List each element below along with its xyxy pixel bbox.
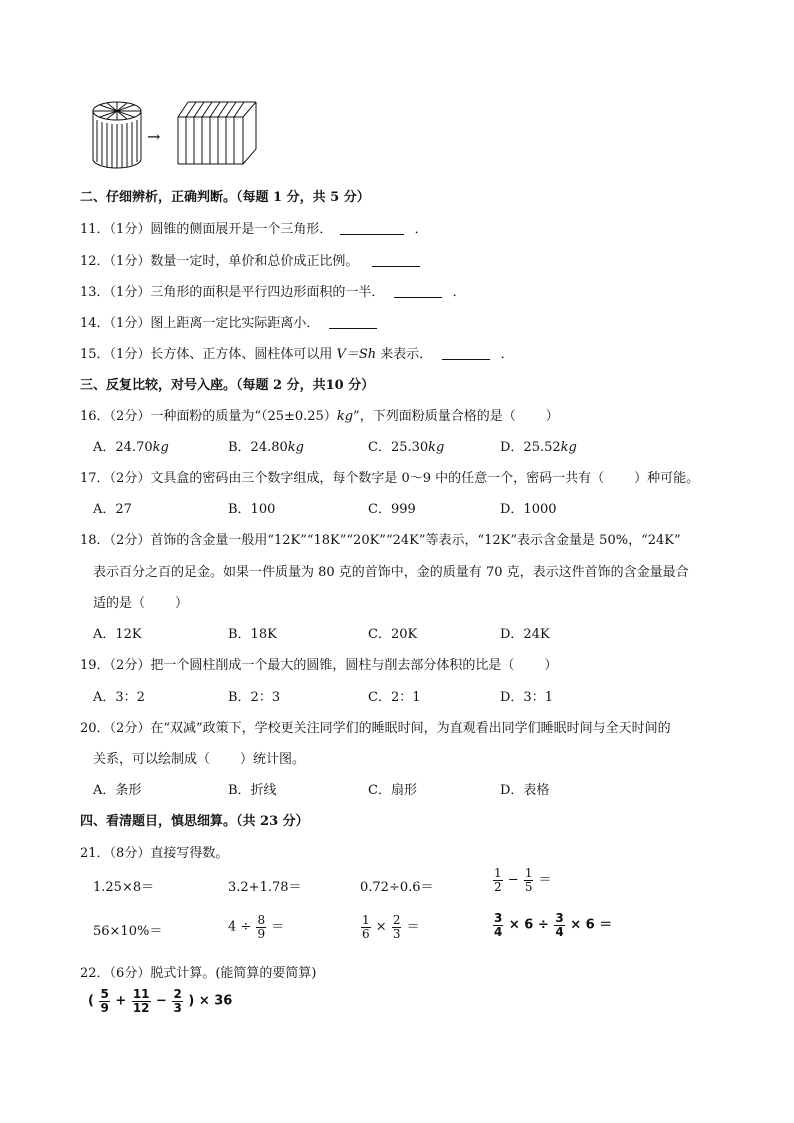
calc-3: 0.72÷0.6＝	[360, 880, 434, 895]
question-19-stem: 19．（2分）把一个圆柱削成一个最大的圆锥，圆柱与削去部分体积的比是（ ）	[80, 658, 558, 673]
question-22-stem: 22．（6分）脱式计算。(能简算的要简算)	[80, 966, 317, 981]
option-16-b[interactable]: B．24.80kg	[228, 440, 304, 455]
question-12: 12．（1分）数量一定时，单价和总价成正比例。	[80, 250, 420, 269]
option-19-c[interactable]: C．2：1	[368, 690, 421, 705]
question-11: 11．（1分）圆锥的侧面展开是一个三角形． ．	[80, 222, 428, 237]
option-16-a[interactable]: A．24.70kg	[93, 440, 169, 455]
calc-2: 3.2+1.78＝	[228, 880, 302, 895]
answer-blank-11[interactable]	[340, 222, 404, 235]
option-20-c[interactable]: C．扇形	[368, 783, 417, 798]
option-20-b[interactable]: B．折线	[228, 783, 277, 798]
option-20-a[interactable]: A．条形	[93, 783, 142, 798]
calc-7: $\frac{1}{6}$ × $\frac{2}{3}$ ＝	[362, 913, 420, 941]
question-18-line-1: 18．（2分）首饰的含金量一般用“12K”“18K”“20K”“24K”等表示，“12K”表示含金量是 50%，“24K”	[80, 533, 681, 548]
question-22-expression: ( $\frac{5}{9}$ + $\frac{11}{12}$ − $\frac{2}{3}$ ) × 36	[88, 987, 233, 1015]
option-18-c[interactable]: C．20K	[368, 627, 418, 642]
question-18-line-2: 表示百分之百的足金。如果一件质量为 80 克的首饰中，金的质量有 70 克，表示这件首饰的含金量最合	[93, 565, 689, 580]
section-2-heading: 二、仔细辨析，正确判断。（每题 1 分，共 5 分）	[80, 190, 370, 205]
answer-blank-13[interactable]	[394, 285, 442, 298]
question-20-line-2: 关系，可以绘制成（ ）统计图。	[93, 752, 306, 767]
section-3-heading: 三、反复比较，对号入座。（每题 2 分，共10 分）	[80, 378, 375, 393]
option-18-d[interactable]: D．24K	[500, 627, 550, 642]
calc-5: 56×10%＝	[93, 924, 163, 939]
calc-8: $\frac{3}{4}$ × 6 ÷ $\frac{3}{4}$ × 6 ＝	[494, 911, 613, 939]
calc-4: $\frac{1}{2}$ − $\frac{1}{5}$ ＝	[494, 866, 552, 894]
question-17-stem: 17．（2分）文具盒的密码由三个数字组成，每个数字是 0～9 中的任意一个，密码一共有（ ）种可能。	[80, 471, 700, 486]
calc-6: 4 ÷ $\frac{8}{9}$ ＝	[228, 913, 285, 941]
volume-formula: V＝Sh	[336, 347, 377, 362]
question-20-line-1: 20．（2分）在“双减”政策下，学校更关注同学们的睡眠时间，为直观看出同学们睡眠时间与全天时间的	[80, 721, 671, 736]
answer-blank-15[interactable]	[442, 347, 490, 360]
question-14: 14．（1分）图上距离一定比实际距离小．	[80, 312, 377, 331]
question-21-stem: 21．（8分）直接写得数。	[80, 846, 229, 861]
question-16-stem: 16．（2分）一种面粉的质量为“（25±0.25）kg”，下列面粉质量合格的是（ ）	[80, 409, 559, 424]
calc-1: 1.25×8＝	[93, 880, 155, 895]
option-17-d[interactable]: D．1000	[500, 502, 557, 517]
question-13: 13．（1分）三角形的面积是平行四边形面积的一半． ．	[80, 285, 466, 300]
option-20-d[interactable]: D．表格	[500, 783, 550, 798]
option-16-c[interactable]: C．25.30kg	[368, 440, 445, 455]
answer-blank-14[interactable]	[329, 316, 377, 329]
option-18-b[interactable]: B．18K	[228, 627, 277, 642]
answer-blank-12[interactable]	[372, 254, 420, 267]
cylinder-to-prism-figure	[88, 97, 268, 169]
option-17-c[interactable]: C．999	[368, 502, 416, 517]
arrow-icon: →	[147, 127, 161, 146]
option-17-a[interactable]: A．27	[93, 502, 132, 517]
option-19-a[interactable]: A．3：2	[93, 690, 145, 705]
question-15: 15．（1分）长方体、正方体、圆柱体可以用 V＝Sh 来表示． ．	[80, 347, 514, 362]
option-16-d[interactable]: D．25.52kg	[500, 440, 577, 455]
option-17-b[interactable]: B．100	[228, 502, 276, 517]
section-4-heading: 四、看清题目，慎思细算。（共 23 分）	[80, 814, 309, 829]
option-19-b[interactable]: B．2：3	[228, 690, 281, 705]
question-18-line-3: 适的是（ ）	[93, 596, 189, 611]
option-19-d[interactable]: D．3：1	[500, 690, 553, 705]
option-18-a[interactable]: A．12K	[93, 627, 142, 642]
